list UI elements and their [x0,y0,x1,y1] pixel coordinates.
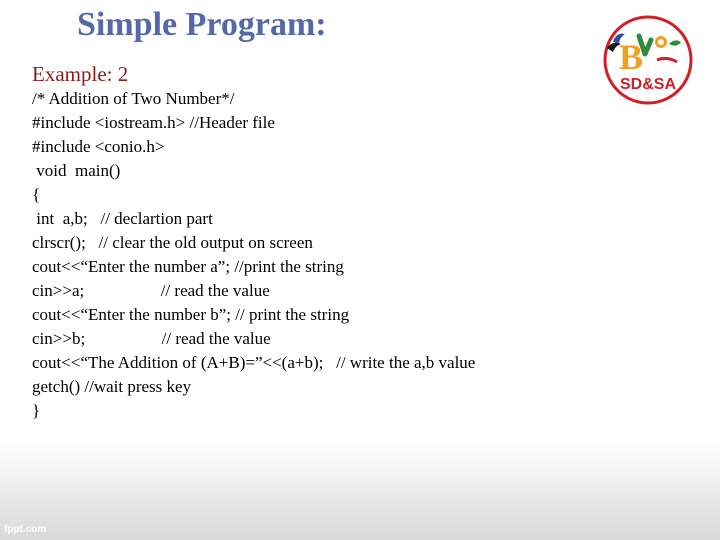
slide-subtitle: Example: 2 [32,62,129,86]
code-line: int a,b; // declartion part [32,209,213,228]
code-line: cout<<“The Addition of (A+B)=”<<(a+b); // write the a,b value [32,353,476,372]
logo-text: SD&SA [619,76,677,93]
code-line: cin>>a; // read the value [32,281,270,300]
code-line: /* Addition of Two Number*/ [32,89,235,108]
svg-text:B: B [619,37,644,77]
code-line: #include <conio.h> [32,137,165,156]
slide-title: Simple Program: [77,6,327,43]
code-line: void main() [32,161,121,180]
code-line: clrscr(); // clear the old output on screen [32,233,313,252]
blog-sdsa-logo-icon [599,14,697,106]
code-line: cin>>b; // read the value [32,329,271,348]
code-line: cout<<“Enter the number a”; //print the string [32,257,344,276]
code-line: getch() //wait press key [32,377,192,396]
code-line: { [32,185,41,204]
code-line: cout<<“Enter the number b”; // print the string [32,305,350,324]
footer-watermark: fppt.com [4,524,47,535]
code-line: #include <iostream.h> //Header file [32,113,275,132]
code-line: } [32,401,41,420]
code-listing [32,87,475,423]
